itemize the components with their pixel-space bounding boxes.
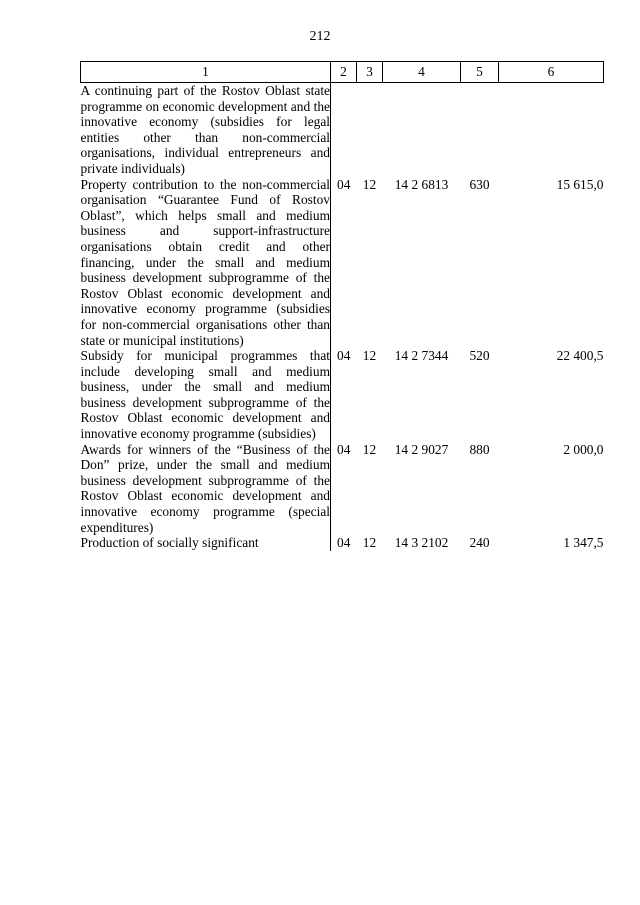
row-subsection xyxy=(357,83,383,177)
column-header-2: 2 xyxy=(331,62,357,83)
row-target-code: 14 2 6813 xyxy=(394,176,449,192)
column-header-6: 6 xyxy=(499,62,604,83)
table-row xyxy=(81,535,604,551)
row-amount: 15 615,0 xyxy=(556,176,604,192)
row-description: Production of socially significant xyxy=(81,535,331,551)
row-section: 04 xyxy=(337,535,351,551)
column-header-4: 4 xyxy=(383,62,461,83)
row-section: 04 xyxy=(337,176,351,192)
row-section: 04 xyxy=(337,441,351,457)
row-target-code: 14 3 2102 xyxy=(394,535,449,551)
row-amount: 1 347,5 xyxy=(563,535,604,551)
row-amount: 2 000,0 xyxy=(563,441,604,457)
row-target-code: 14 2 9027 xyxy=(394,441,449,457)
row-amount: 22 400,5 xyxy=(556,348,604,364)
row-expense-type: 520 xyxy=(469,348,490,364)
budget-table xyxy=(80,61,604,551)
page-number: 212 xyxy=(309,29,331,44)
row-section: 04 xyxy=(337,348,351,364)
row-expense-type xyxy=(461,83,499,177)
row-target-code: 14 2 7344 xyxy=(394,348,449,364)
row-expense-type: 630 xyxy=(469,176,490,192)
row-subsection: 12 xyxy=(362,441,377,457)
row-expense-type: 240 xyxy=(469,535,490,551)
table-row xyxy=(81,442,604,536)
row-target-code xyxy=(383,83,461,177)
table-row xyxy=(81,177,604,349)
row-description: Property contribution to the non-commercial organisation “Guarantee Fund of Rostov Oblast”, which helps small and medium business and support-infrastructure organisations obtain credit and other financing, under the small and medium business development subprogramme of the Rostov Oblast economic development and innovative economy programme (subsidies for non-commercial organisations other than state or municipal institutions) xyxy=(80,176,330,348)
row-amount xyxy=(499,83,604,177)
table-row xyxy=(81,348,604,442)
table-header-row xyxy=(81,62,604,83)
row-description: Awards for winners of the “Business of the Don” prize, under the small and medium business development subprogramme of the Rostov Oblast economic development and innovative economy programme (special expenditures) xyxy=(80,441,330,535)
row-section xyxy=(331,83,357,177)
row-subsection: 12 xyxy=(362,176,377,192)
row-subsection: 12 xyxy=(362,535,377,551)
row-subsection: 12 xyxy=(362,348,377,364)
table-row xyxy=(81,83,604,177)
column-header-3: 3 xyxy=(357,62,383,83)
row-description: Subsidy for municipal programmes that include developing small and medium business, under the small and medium business development subprogramme of the Rostov Oblast economic development and innovative economy programme (subsidies) xyxy=(80,348,330,442)
row-expense-type: 880 xyxy=(469,441,490,457)
row-description: A continuing part of the Rostov Oblast state programme on economic development and the innovative economy (subsidies for legal entities other than non-commercial organisations, individual entrepreneurs and private individuals) xyxy=(80,83,330,176)
column-header-5: 5 xyxy=(461,62,499,83)
column-header-1: 1 xyxy=(81,62,331,83)
